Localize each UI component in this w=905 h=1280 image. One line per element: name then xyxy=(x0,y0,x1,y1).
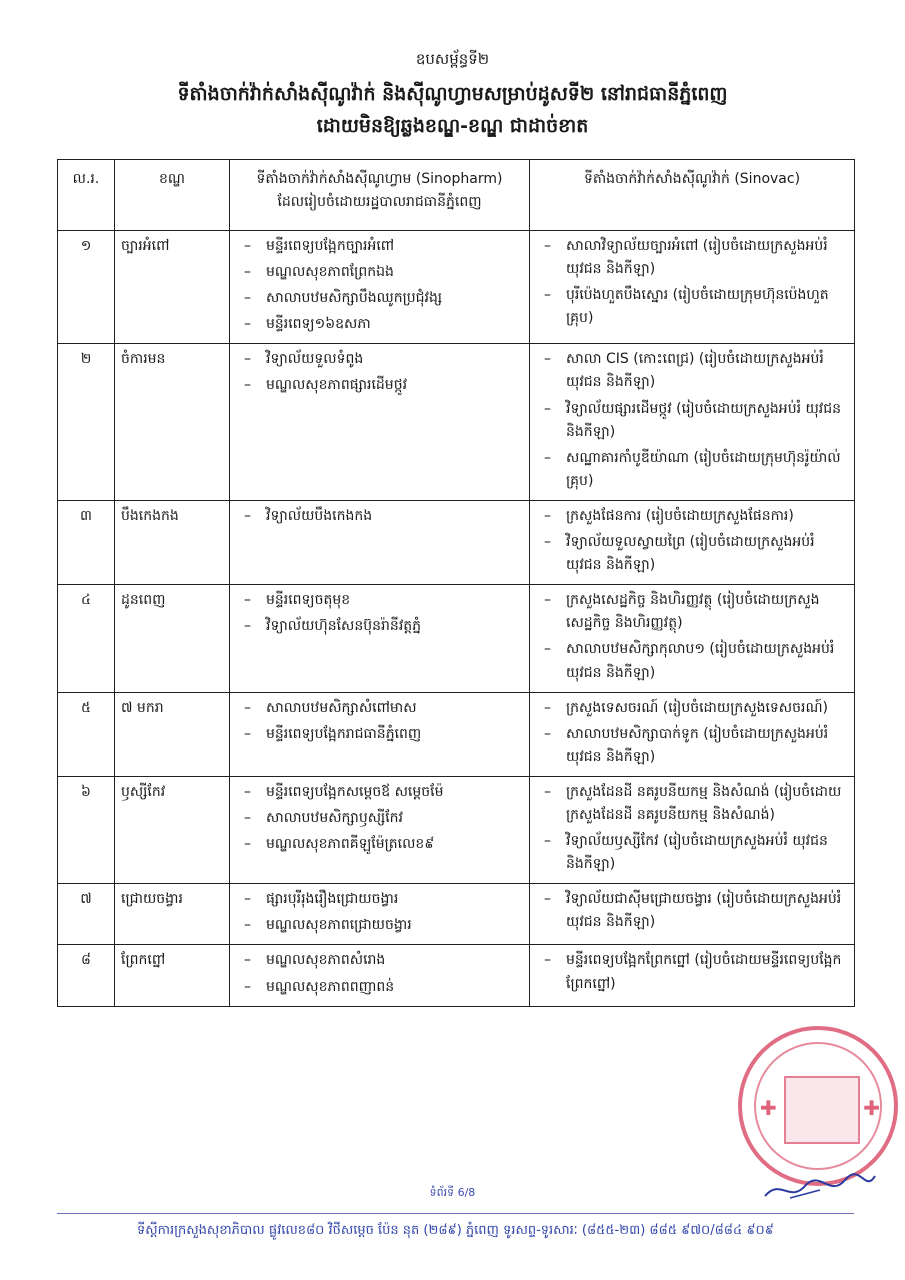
dash-bullet: – xyxy=(244,507,251,524)
sinovac-sites xyxy=(530,945,855,1006)
dash-bullet: – xyxy=(244,952,251,969)
sinovac-sites xyxy=(530,500,855,584)
dash-bullet: – xyxy=(244,592,251,609)
dash-bullet: – xyxy=(544,833,551,850)
sinopharm-site-name: មណ្ឌលសុខភាពគីឡូម៉ែត្រលេខ៩ xyxy=(266,836,435,853)
list-item xyxy=(536,638,848,684)
list-item xyxy=(236,807,523,830)
dash-bullet: – xyxy=(544,891,551,908)
sinopharm-sites xyxy=(230,344,530,501)
district-name: ព្រែកព្នៅ xyxy=(115,945,230,1006)
table-row xyxy=(58,344,855,501)
sinovac-site-name: វិទ្យាល័យជាស៊ីមជ្រោយចង្វារ (រៀបចំដោយក្រសួងអប់រំ យុវជន និងកីឡា) xyxy=(566,891,842,931)
sinovac-site-name: សាលាបឋមសិក្សាបាក់ទូក (រៀបចំដោយក្រសួងអប់រំ យុវជន និងកីឡា) xyxy=(566,725,829,765)
dash-bullet: – xyxy=(544,699,551,716)
district-name: ជ្រោយចង្វារ xyxy=(115,884,230,945)
dash-bullet: – xyxy=(244,809,251,826)
dash-bullet: – xyxy=(544,952,551,969)
dash-bullet: – xyxy=(244,836,251,853)
sinopharm-site-name: មន្ទីរពេទ្យ១៦ឧសភា xyxy=(266,316,371,333)
sinopharm-sites xyxy=(230,884,530,945)
district-name: ច្បារអំពៅ xyxy=(115,231,230,344)
dash-bullet: – xyxy=(244,917,251,934)
list-item xyxy=(236,261,523,284)
header-sinopharm xyxy=(230,160,530,231)
sinopharm-site-list xyxy=(236,697,523,746)
list-item xyxy=(536,888,848,934)
sinopharm-site-name: មណ្ឌលសុខភាពសំរោង xyxy=(266,952,386,969)
sinovac-site-name: ក្រសួងដែនដី នគរូបនីយកម្ម និងសំណង់ (រៀបចំដោយក្រសួងដែនដី នគរូបនីយកម្ម និងសំណង់) xyxy=(566,783,842,823)
sinopharm-sites xyxy=(230,776,530,883)
sinovac-site-list xyxy=(536,235,848,330)
header-sinopharm-line1: ទីតាំងចាក់វ៉ាក់សាំងស៊ីណូហ្វាម (Sinopharm) xyxy=(256,171,503,187)
list-item xyxy=(236,589,523,612)
header-district: ខណ្ឌ xyxy=(115,160,230,231)
dash-bullet: – xyxy=(244,316,251,333)
list-item xyxy=(236,888,523,911)
dash-bullet: – xyxy=(544,287,551,304)
sinopharm-sites xyxy=(230,500,530,584)
district-name: បឹងកេងកង xyxy=(115,500,230,584)
list-item xyxy=(236,313,523,336)
sinopharm-sites xyxy=(230,585,530,692)
row-number: ១ xyxy=(58,231,115,344)
sinovac-sites xyxy=(530,344,855,501)
list-item xyxy=(236,287,523,310)
sinovac-sites xyxy=(530,231,855,344)
sinovac-site-list xyxy=(536,888,848,934)
sinopharm-site-name: មន្ទីរពេទ្យបង្អែកច្បារអំពៅ xyxy=(266,238,395,254)
table-row xyxy=(58,585,855,692)
footer-address: ទីស្តីការក្រសួងសុខាភិបាល ផ្លូវលេខ៨០ វិថីសម្តេច ប៉ែន នុត (២៨៩) ភ្នំពេញ ទូរសព្ទ-ទូរសារៈ (៨៥៥-២៣) ៨៨៥ ៩៧០/៨៨៤ ៩០៩ xyxy=(137,1223,774,1238)
sinopharm-site-name: វិទ្យាល័យទួលទំពូង xyxy=(266,351,364,368)
sinovac-site-name: បុរីប៉េងហួតបឹងស្នោរ (រៀបចំដោយក្រុមហ៊ុនប៉េងហួតគ្រុប) xyxy=(566,287,829,327)
sinovac-site-name: ក្រសួងផែនការ (រៀបចំដោយក្រសួងផែនការ) xyxy=(566,507,794,524)
dash-bullet: – xyxy=(544,725,551,742)
stamp-emblem xyxy=(784,1076,860,1144)
list-item xyxy=(536,284,848,330)
header-sinovac: ទីតាំងចាក់វ៉ាក់សាំងស៊ីណូវ៉ាក់ (Sinovac) xyxy=(530,160,855,231)
district-name: ៧ មករា xyxy=(115,692,230,776)
district-name: ចំការមន xyxy=(115,344,230,501)
list-item xyxy=(536,949,848,995)
list-item xyxy=(236,723,523,746)
dash-bullet: – xyxy=(544,641,551,658)
list-item xyxy=(536,830,848,876)
table-row xyxy=(58,884,855,945)
dash-bullet: – xyxy=(544,400,551,417)
sinopharm-site-list xyxy=(236,589,523,638)
header-no: ល.រ. xyxy=(58,160,115,231)
sinovac-site-list xyxy=(536,348,848,493)
list-item xyxy=(236,781,523,804)
list-item xyxy=(536,348,848,394)
sinopharm-sites xyxy=(230,692,530,776)
sinopharm-site-name: មណ្ឌលសុខភាពពញាពន់ xyxy=(266,978,395,995)
sinopharm-site-list xyxy=(236,949,523,998)
sinopharm-site-name: សាលាបឋមសិក្សាឫស្សីកែវ xyxy=(266,809,403,826)
dash-bullet: – xyxy=(544,449,551,466)
sinopharm-site-name: មណ្ឌលសុខភាពផ្សារដើមថ្កូវ xyxy=(266,377,408,394)
sinovac-site-name: វិទ្យាល័យផ្សារដើមថ្កូវ (រៀបចំដោយក្រសួងអប់រំ យុវជន និងកីឡា) xyxy=(566,400,842,440)
sinovac-site-list xyxy=(536,589,848,684)
table-row xyxy=(58,500,855,584)
list-item xyxy=(236,976,523,999)
list-item xyxy=(536,505,848,528)
list-item xyxy=(236,833,523,856)
sinovac-site-name: សណ្ឋាគារកាំបូឌីយ៉ាណា (រៀបចំដោយក្រុមហ៊ុនរ៉ូយ៉ាល់គ្រុប) xyxy=(566,449,841,489)
row-number: ៣ xyxy=(58,500,115,584)
sinopharm-site-name: មន្ទីរពេទ្យចតុមុខ xyxy=(266,592,351,609)
sinopharm-sites xyxy=(230,945,530,1006)
list-item xyxy=(536,697,848,720)
list-item xyxy=(236,374,523,397)
dash-bullet: – xyxy=(244,264,251,281)
sinovac-site-name: សាលាបឋមសិក្សាកុលាប១ (រៀបចំដោយក្រសួងអប់រំ យុវជន និងកីឡា) xyxy=(566,641,835,681)
header-sinopharm-line2: ដែលរៀបចំដោយរដ្ឋបាលរាជធានីភ្នំពេញ xyxy=(277,194,482,211)
list-item xyxy=(236,235,523,258)
sinovac-sites xyxy=(530,776,855,883)
list-item xyxy=(536,447,848,493)
list-item xyxy=(536,781,848,827)
sinopharm-site-name: ផ្សារបុរីរុងរឿងជ្រោយចង្វារ xyxy=(266,891,399,908)
dash-bullet: – xyxy=(544,592,551,609)
list-item xyxy=(536,235,848,281)
sinopharm-site-name: វិទ្យាល័យហ៊ុនសែនប៊ុនរ៉ានីវត្តភ្នំ xyxy=(266,618,422,635)
table-header-row xyxy=(58,160,855,231)
dash-bullet: – xyxy=(544,534,551,551)
sinopharm-site-list xyxy=(236,505,523,528)
list-item xyxy=(536,398,848,444)
sinovac-sites xyxy=(530,585,855,692)
list-item xyxy=(236,348,523,371)
document-subtitle: ដោយមិនឱ្យឆ្លងខណ្ឌ-ខណ្ឌ ជាដាច់ខាត xyxy=(316,115,589,137)
sinopharm-sites xyxy=(230,231,530,344)
dash-bullet: – xyxy=(244,978,251,995)
stamp-cross-icon: ✚ xyxy=(760,1096,777,1120)
sinopharm-site-list xyxy=(236,888,523,937)
sinopharm-site-name: មន្ទីរពេទ្យបង្អែកសម្តេចឪ សម្តេចម៉ែ xyxy=(266,783,444,800)
dash-bullet: – xyxy=(244,238,251,254)
sinovac-sites xyxy=(530,884,855,945)
table-body xyxy=(58,231,855,1007)
sinopharm-site-list xyxy=(236,235,523,336)
page-number: ទំព័រទី 6/8 xyxy=(429,1186,476,1199)
sinovac-site-name: ក្រសួងទេសចរណ៍ (រៀបចំដោយក្រសួងទេសចរណ៍) xyxy=(566,699,829,716)
row-number: ៧ xyxy=(58,884,115,945)
sinovac-site-list xyxy=(536,697,848,769)
dash-bullet: – xyxy=(244,351,251,368)
sinovac-site-list xyxy=(536,505,848,577)
list-item xyxy=(236,697,523,720)
sinovac-site-list xyxy=(536,949,848,995)
table-row xyxy=(58,945,855,1006)
list-item xyxy=(536,531,848,577)
list-item xyxy=(236,949,523,972)
district-name: ឫស្សីកែវ xyxy=(115,776,230,883)
sinovac-site-name: ក្រសួងសេដ្ឋកិច្ច និងហិរញ្ញវត្ថុ (រៀបចំដោយក្រសួងសេដ្ឋកិច្ច និងហិរញ្ញវត្ថុ) xyxy=(566,592,820,632)
sinovac-site-name: សាលាវិទ្យាល័យច្បារអំពៅ (រៀបចំដោយក្រសួងអប់រំ យុវជន និងកីឡា) xyxy=(566,238,828,278)
list-item xyxy=(236,914,523,937)
dash-bullet: – xyxy=(244,891,251,908)
sinopharm-site-name: សាលាបឋមសិក្សាសំពៅមាស xyxy=(266,699,417,716)
dash-bullet: – xyxy=(244,377,251,394)
dash-bullet: – xyxy=(244,618,251,635)
list-item xyxy=(236,505,523,528)
table-row xyxy=(58,231,855,344)
sinovac-site-name: វិទ្យាល័យទួលស្វាយព្រៃ (រៀបចំដោយក្រសួងអប់រំ យុវជន និងកីឡា) xyxy=(566,534,815,574)
sinopharm-site-list xyxy=(236,348,523,397)
dash-bullet: – xyxy=(544,783,551,800)
sinopharm-site-list xyxy=(236,781,523,856)
list-item xyxy=(536,589,848,635)
sinopharm-site-name: មណ្ឌលសុខភាពជ្រោយចង្វារ xyxy=(266,917,412,934)
row-number: ៤ xyxy=(58,585,115,692)
footer-divider xyxy=(57,1213,854,1214)
dash-bullet: – xyxy=(544,351,551,368)
list-item xyxy=(236,615,523,638)
dash-bullet: – xyxy=(544,507,551,524)
sinovac-site-list xyxy=(536,781,848,876)
vaccination-sites-table xyxy=(57,159,855,1007)
document-title: ទីតាំងចាក់វ៉ាក់សាំងស៊ីណូវ៉ាក់ និងស៊ីណូហ្វាមសម្រាប់ដូសទី២ នៅរាជធានីភ្នំពេញ xyxy=(177,83,728,105)
row-number: ២ xyxy=(58,344,115,501)
row-number: ៦ xyxy=(58,776,115,883)
stamp-cross-icon: ✚ xyxy=(863,1096,880,1120)
sinopharm-site-name: មណ្ឌលសុខភាពព្រែកឯង xyxy=(266,264,394,281)
sinopharm-site-name: មន្ទីរពេទ្យបង្អែករាជធានីភ្នំពេញ xyxy=(266,725,422,742)
sinovac-site-name: វិទ្យាល័យឫស្សីកែវ (រៀបចំដោយក្រសួងអប់រំ យុវជន និងកីឡា) xyxy=(566,833,828,873)
table-row xyxy=(58,776,855,883)
row-number: ៨ xyxy=(58,945,115,1006)
dash-bullet: – xyxy=(244,290,251,307)
sinovac-sites xyxy=(530,692,855,776)
dash-bullet: – xyxy=(244,699,251,716)
dash-bullet: – xyxy=(544,238,551,254)
sinopharm-site-name: សាលាបឋមសិក្សាបឹងឈូកប្រជុំវង្ស xyxy=(266,290,443,307)
district-name: ដូនពេញ xyxy=(115,585,230,692)
dash-bullet: – xyxy=(244,783,251,800)
list-item xyxy=(536,723,848,769)
table-row xyxy=(58,692,855,776)
sinovac-site-name: សាលា CIS (កោះពេជ្រ) (រៀបចំដោយក្រសួងអប់រំ យុវជន និងកីឡា) xyxy=(566,351,824,391)
annex-label: ឧបសម្ព័ន្ធទី២ xyxy=(415,50,490,68)
sinopharm-site-name: វិទ្យាល័យបឹងកេងកង xyxy=(266,507,373,524)
official-stamp xyxy=(738,1026,898,1186)
dash-bullet: – xyxy=(244,725,251,742)
row-number: ៥ xyxy=(58,692,115,776)
sinovac-site-name: មន្ទីរពេទ្យបង្អែកព្រែកព្នៅ (រៀបចំដោយមន្ទីរពេទ្យបង្អែកព្រែកព្នៅ) xyxy=(566,952,842,992)
